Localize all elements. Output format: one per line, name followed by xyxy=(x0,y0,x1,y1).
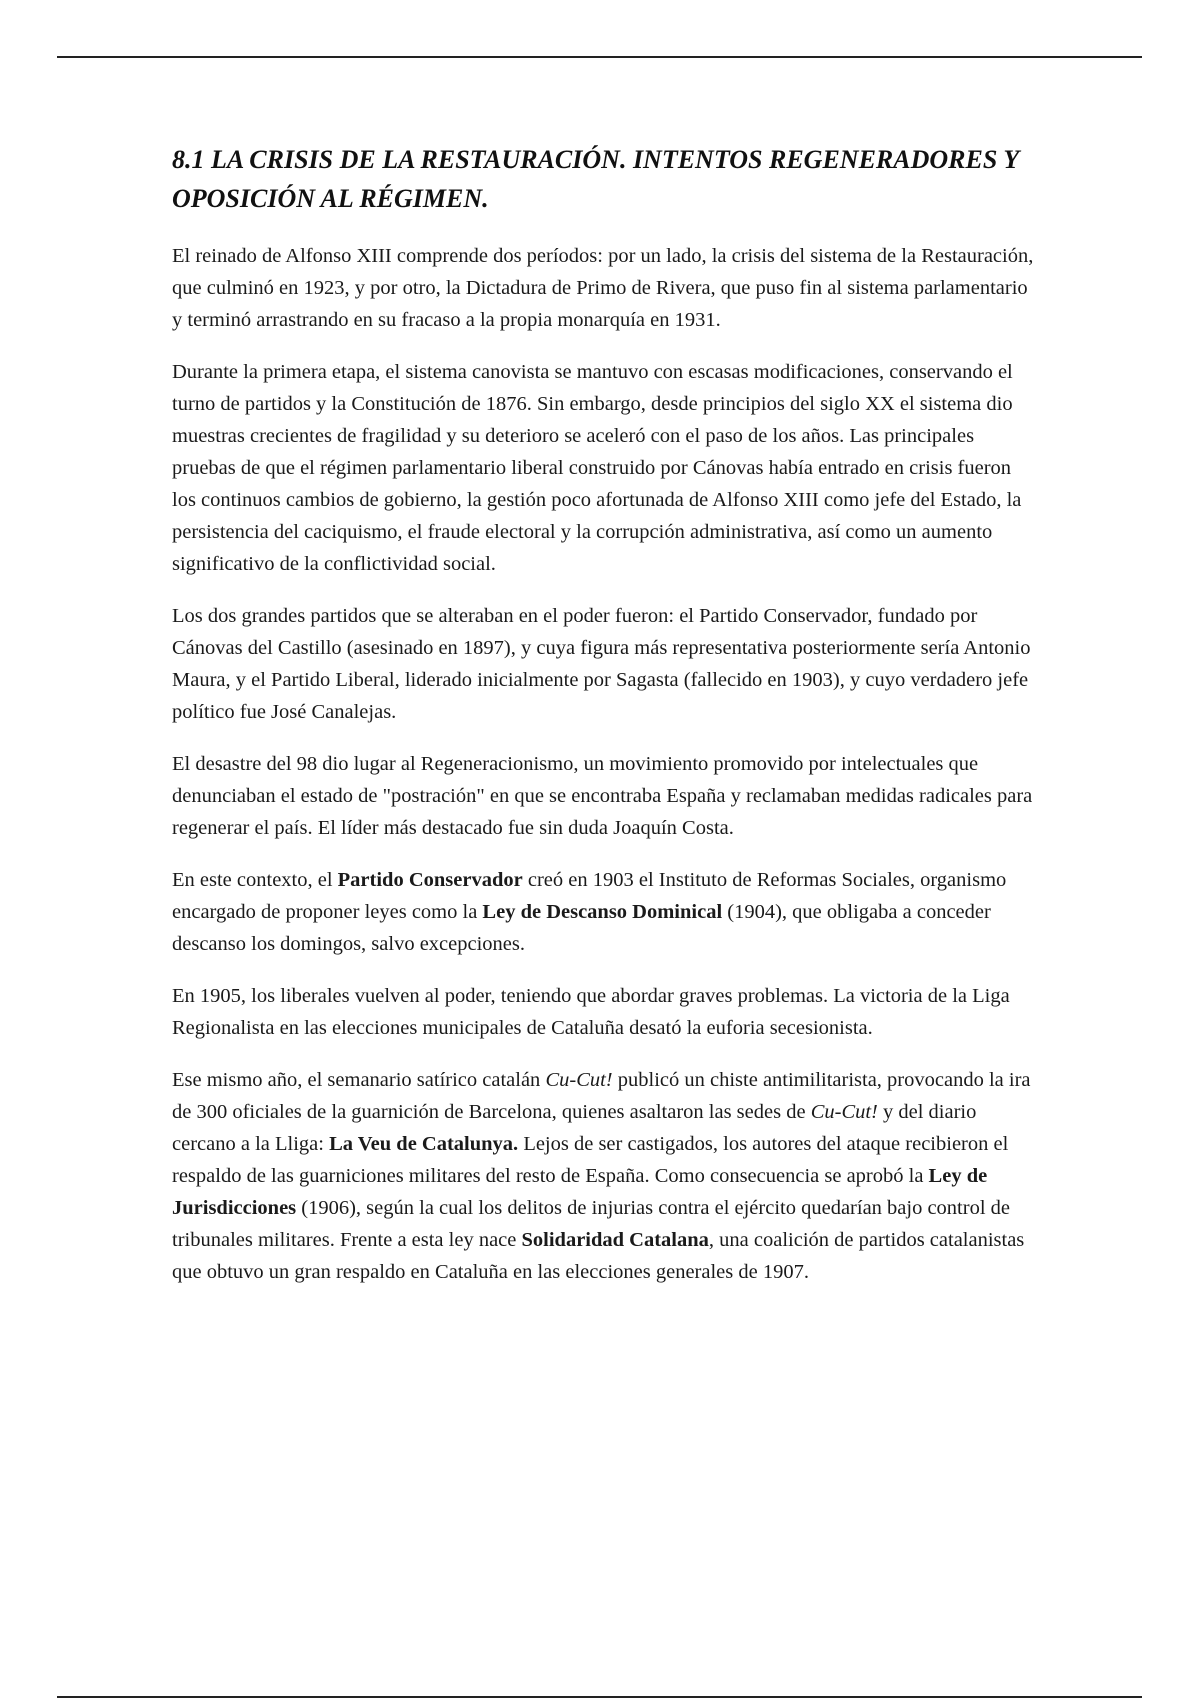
top-rule xyxy=(57,56,1142,58)
bold-term-la-veu-de-catalunya: La Veu de Catalunya. xyxy=(329,1133,519,1155)
bold-term-ley-de-jurisdicciones: Ley de Jurisdicciones xyxy=(172,1165,988,1219)
paragraph-2: Durante la primera etapa, el sistema canovista se mantuvo con escasas modificaciones, conservando el turno de partidos y la Constitución de 1876. Sin embargo, desde principios del siglo XX el sistema dio muestras crecientes de fragilidad y su deterioro se aceleró con el paso de los años. Las principales pruebas de que el régimen parlamentario liberal construido por Cánovas había entrado en crisis fueron los continuos cambios de gobierno, la gestión poco afortunada de Alfonso XIII como jefe del Estado, la persistencia del caciquismo, el fraude electoral y la corrupción administrativa, así como un aumento significativo de la conflictividad social. xyxy=(172,361,1022,575)
paragraph-1: El reinado de Alfonso XIII comprende dos períodos: por un lado, la crisis del sistema de la Restauración, que culminó en 1923, y por otro, la Dictadura de Primo de Rivera, que puso fin al sistema parlamentario y terminó arrastrando en su fracaso a la propia monarquía en 1931. xyxy=(172,245,1034,331)
bottom-rule xyxy=(57,1696,1142,1698)
paragraph-3: Los dos grandes partidos que se alteraban en el poder fueron: el Partido Conservador, fundado por Cánovas del Castillo (asesinado en 1897), y cuya figura más representativa posteriormente sería Antonio Maura, y el Partido Liberal, liderado inicialmente por Sagasta (fallecido en 1903), y cuyo verdadero jefe político fue José Canalejas. xyxy=(172,605,1031,723)
text-run: Ese mismo año, el semanario satírico catalán xyxy=(172,1069,546,1091)
section-title: 8.1 LA CRISIS DE LA RESTAURACIÓN. INTENTOS REGENERADORES Y OPOSICIÓN AL RÉGIMEN. xyxy=(172,145,1019,213)
italic-term-cu-cut: Cu-Cut! xyxy=(545,1069,613,1091)
text-run: y del diario cercano a la Lliga: xyxy=(172,1101,977,1155)
italic-term-cu-cut: Cu-Cut! xyxy=(810,1101,878,1123)
paragraph-5 xyxy=(172,864,1037,960)
text-run: (1904), que obligaba a conceder descanso los domingos, salvo excepciones. xyxy=(172,901,991,955)
document-body xyxy=(172,140,1037,1308)
text-run: (1906), según la cual los delitos de injurias contra el ejército quedarían bajo control de tribunales militares. Frente a esta ley nace xyxy=(172,1197,1011,1251)
bold-term-solidaridad-catalana: Solidaridad Catalana xyxy=(521,1229,709,1251)
text-run: En este contexto, el xyxy=(172,869,338,891)
text-run: Lejos de ser castigados, los autores del ataque recibieron el respaldo de las guarniciones militares del resto de España. Como consecuencia se aprobó la xyxy=(172,1133,1009,1187)
text-run: publicó un chiste antimilitarista, provocando la ira de 300 oficiales de la guarnición de Barcelona, quienes asaltaron las sedes de xyxy=(172,1069,1031,1123)
bold-term-partido-conservador: Partido Conservador xyxy=(337,869,523,891)
bold-term-ley-descanso-dominical: Ley de Descanso Dominical xyxy=(482,901,723,923)
paragraph-4: El desastre del 98 dio lugar al Regeneracionismo, un movimiento promovido por intelectuales que denunciaban el estado de "postración" en que se encontraba España y reclamaban medidas radicales para regenerar el país. El líder más destacado fue sin duda Joaquín Costa. xyxy=(172,753,1033,839)
text-run: creó en 1903 el Instituto de Reformas Sociales, organismo encargado de proponer leyes como la xyxy=(172,869,1007,923)
paragraph-7 xyxy=(172,1064,1037,1288)
paragraph-6: En 1905, los liberales vuelven al poder, teniendo que abordar graves problemas. La victoria de la Liga Regionalista en las elecciones municipales de Cataluña desató la euforia secesionista. xyxy=(172,985,1010,1039)
text-run: , una coalición de partidos catalanistas que obtuvo un gran respaldo en Cataluña en las elecciones generales de 1907. xyxy=(172,1229,1025,1283)
